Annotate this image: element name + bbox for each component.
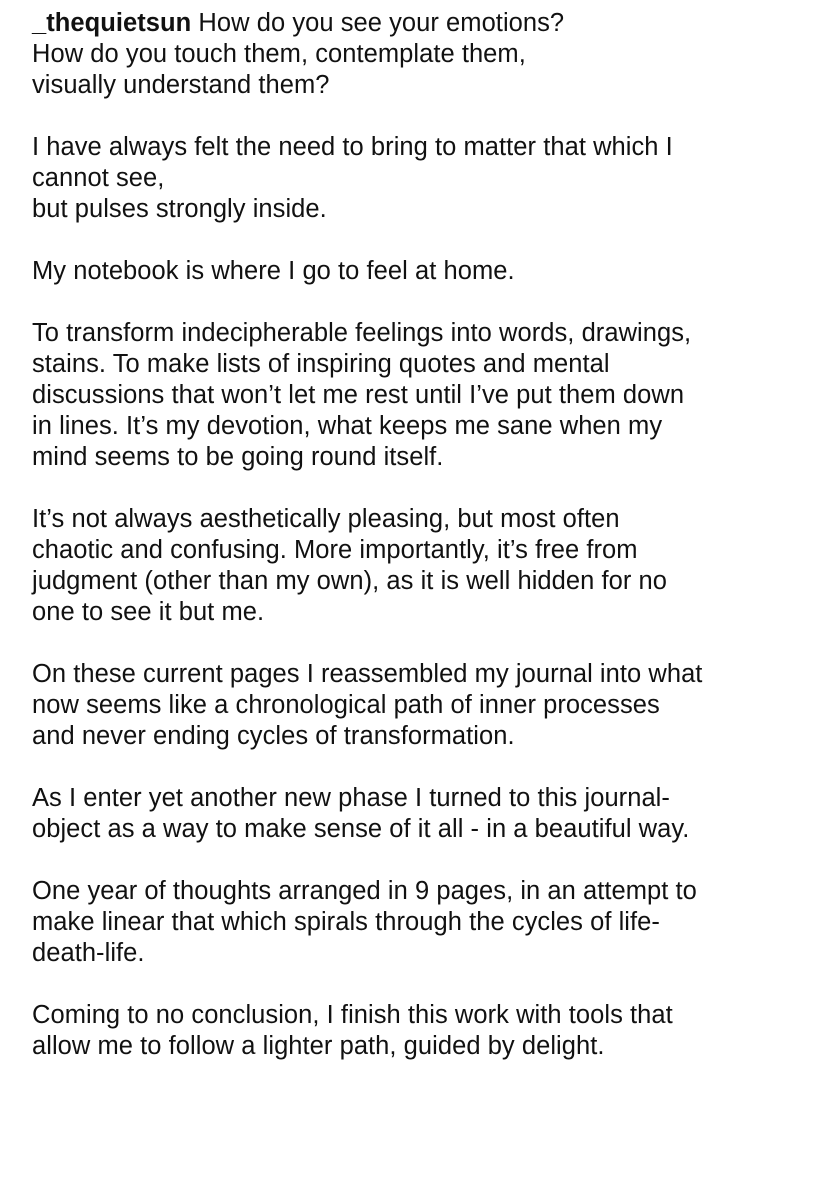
caption-paragraph-5: It’s not always aesthetically pleasing, but most often chaotic and confusing. More importantly, it’s free from judgment (other than my own), as it is well hidden for no one to see it but me.	[32, 505, 667, 626]
caption-paragraph-6: On these current pages I reassembled my journal into what now seems like a chronological path of inner processes and never ending cycles of transformation.	[32, 660, 703, 750]
caption-paragraph-1	[32, 8, 802, 101]
caption-paragraph-4: To transform indecipherable feelings into words, drawings, stains. To make lists of inspiring quotes and mental discussions that won’t let me rest until I’ve put them down in lines. It’s my devotion, what keeps me sane when my mind seems to be going round itself.	[32, 319, 692, 471]
caption-paragraph-7: As I enter yet another new phase I turned to this journal- object as a way to make sense of it all - in a beautiful way.	[32, 784, 690, 843]
caption-paragraph-3: My notebook is where I go to feel at home.	[32, 257, 515, 285]
caption-paragraph-2: I have always felt the need to bring to matter that which I cannot see, but pulses strongly inside.	[32, 133, 673, 223]
username-link[interactable]: _thequietsun	[32, 9, 192, 37]
caption-paragraph-9: Coming to no conclusion, I finish this work with tools that allow me to follow a lighter path, guided by delight.	[32, 1001, 673, 1060]
post-caption	[32, 8, 802, 1062]
caption-paragraph-8: One year of thoughts arranged in 9 pages, in an attempt to make linear that which spirals through the cycles of life- death-life.	[32, 877, 697, 967]
caption-text: How do you see your emotions? How do you touch them, contemplate them, visually understand them?	[32, 9, 565, 99]
